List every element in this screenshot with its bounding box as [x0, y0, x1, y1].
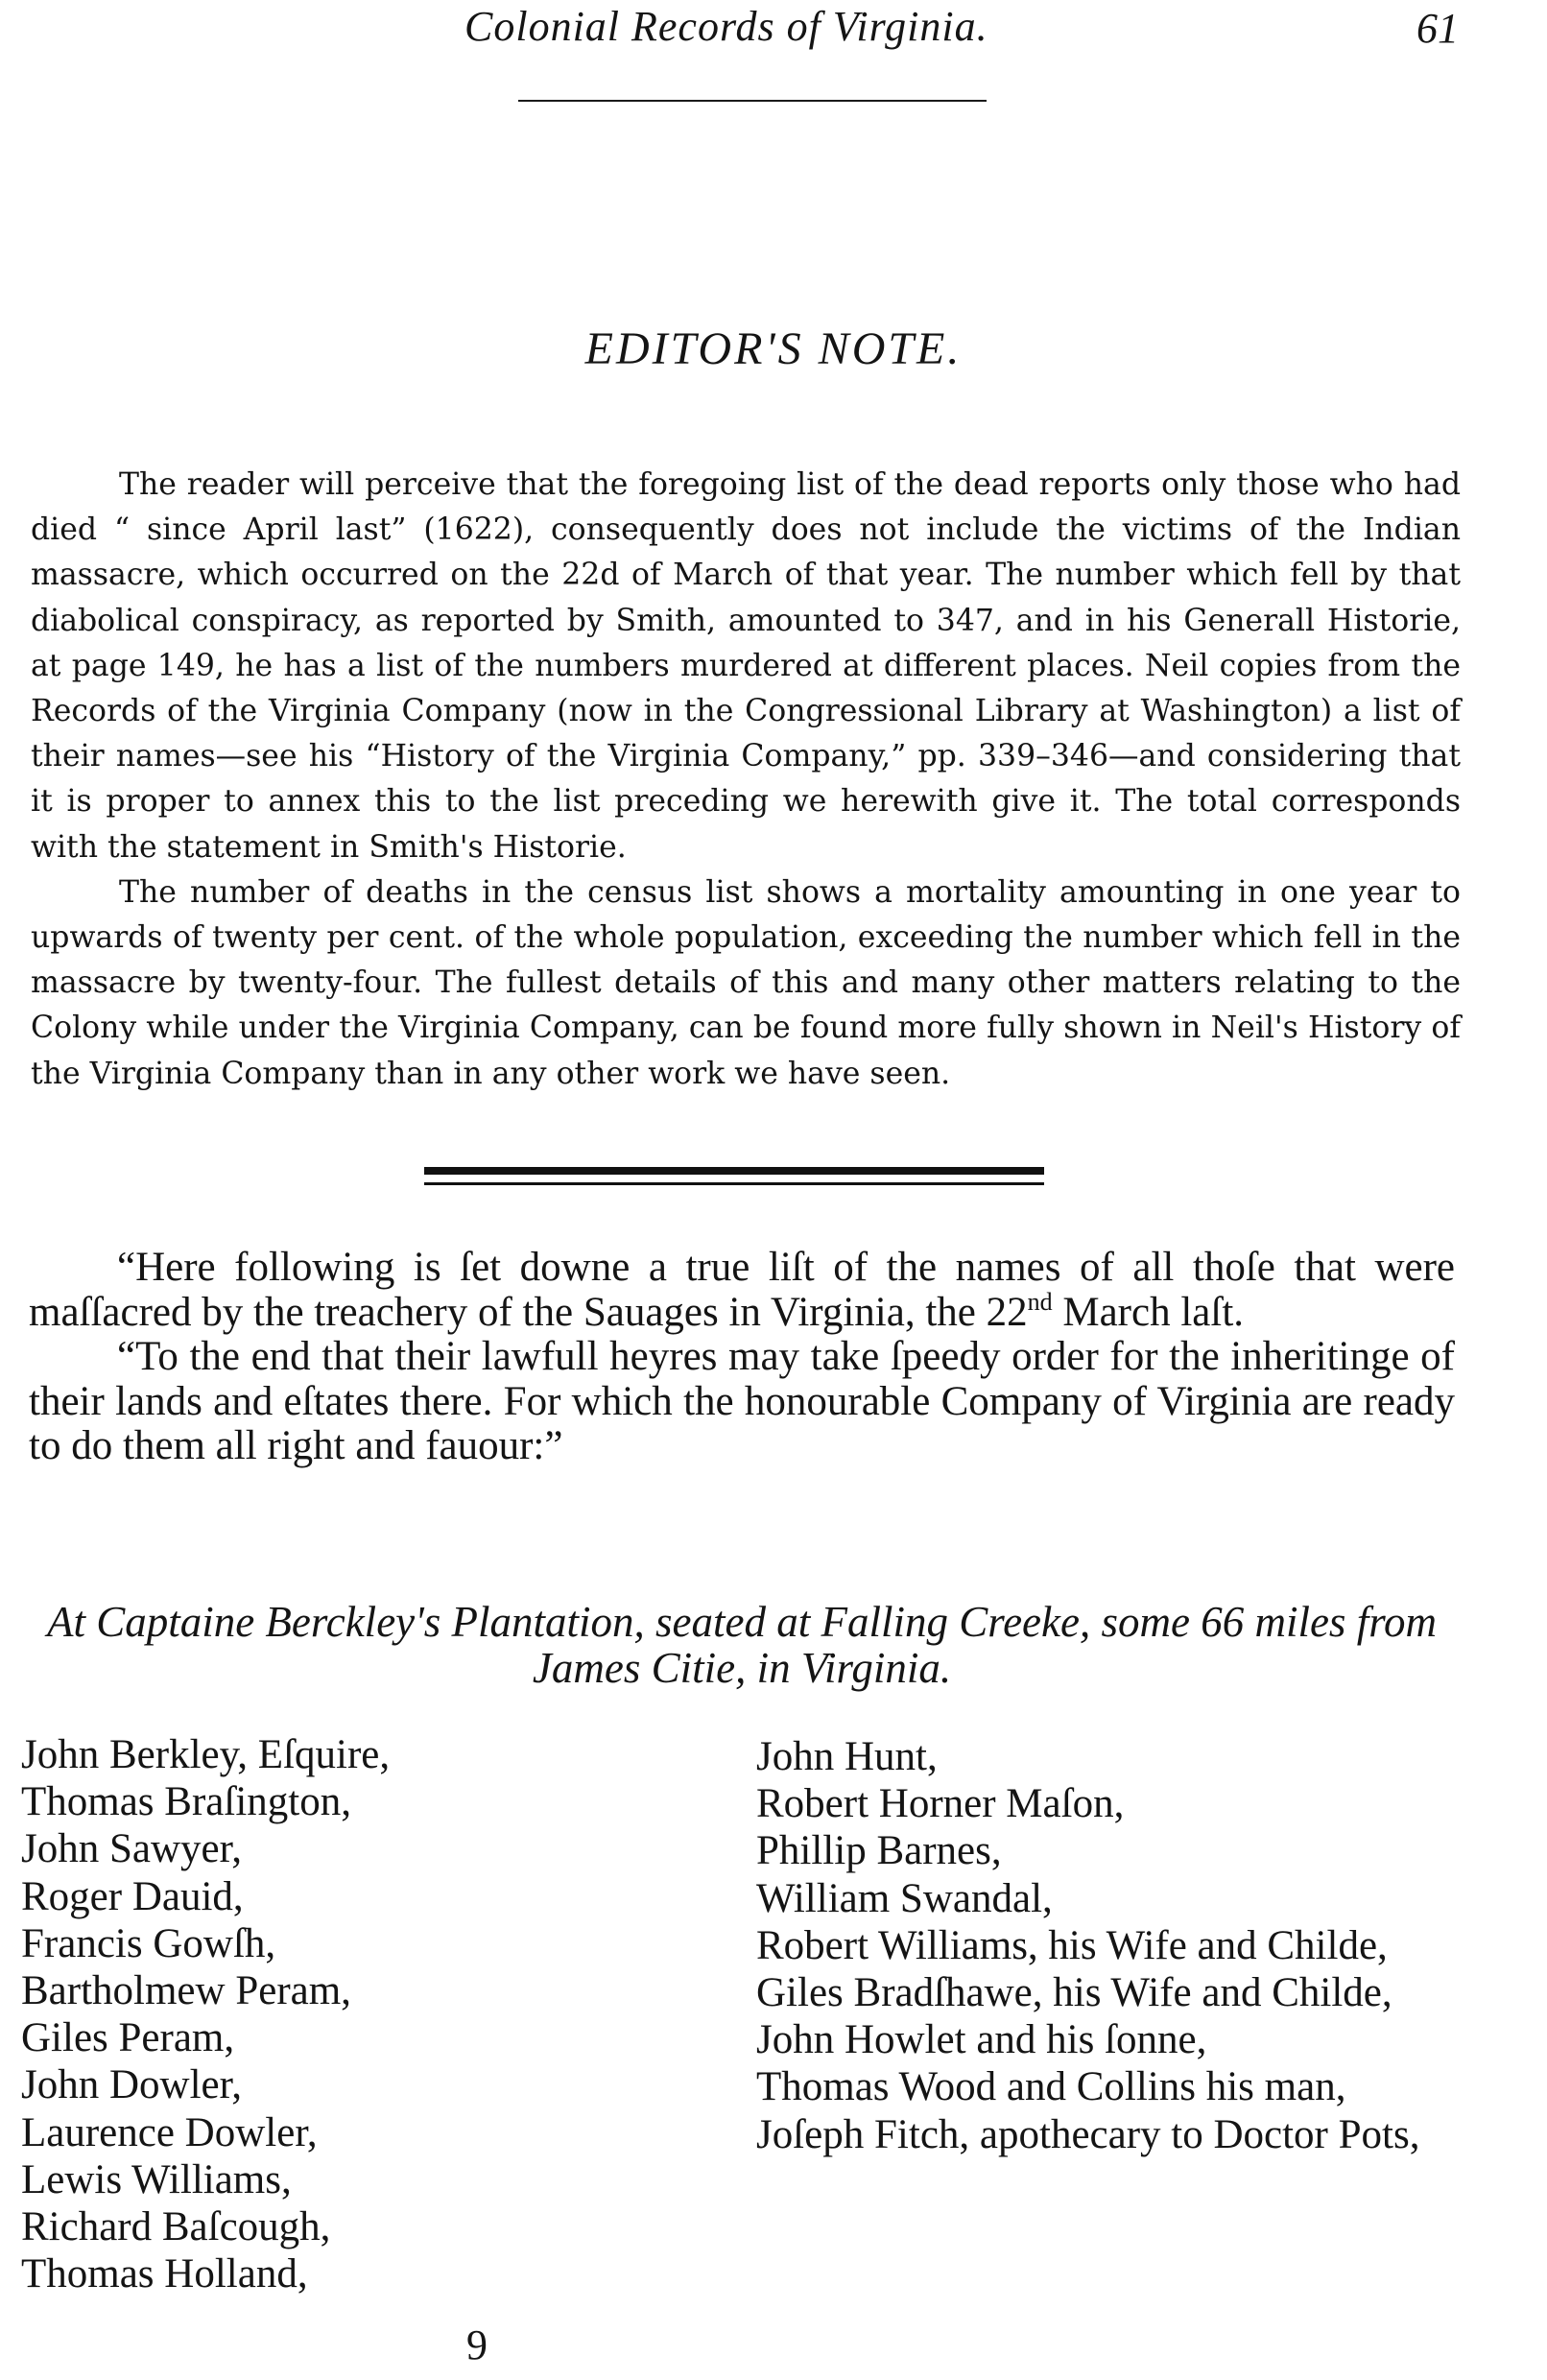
- list-item: John Hunt,: [756, 1734, 938, 1779]
- list-item: Lewis Williams,: [21, 2156, 292, 2202]
- list-item: Joſeph Fitch, apothecary to Doctor Pots,: [756, 2111, 1420, 2157]
- list-item: Thomas Wood and Collins his man,: [756, 2064, 1346, 2110]
- divider-thick-rule: [424, 1167, 1044, 1175]
- list-item: Giles Bradſhawe, his Wife and Childe,: [756, 1970, 1392, 2016]
- list-item: John Berkley, Eſquire,: [21, 1732, 391, 1777]
- proclamation-text-part: “Here following is ſet downe a true liſt of the names of all thoſe that were maſſacred by the treachery of the Sauages in Virginia, the 22: [29, 1245, 1455, 1335]
- editors-note-paragraph: The number of deaths in the census list shows a mortality amounting in one year to upwards of twenty per cent. of the whole population, exceeding the number which fell in the massacre by twenty-four. The fullest details of this and many other matters relating to the Colony while under the Virginia Company, can be found more fully shown in Neil's History of the Virginia Company than in any other work we have seen.: [31, 874, 1461, 1091]
- running-header: [0, 0, 1547, 67]
- list-item: Bartholmew Peram,: [21, 1968, 351, 2014]
- running-title: Colonial Records of Virginia.: [464, 3, 988, 50]
- ordinal-suffix: nd: [1027, 1287, 1053, 1316]
- divider-thin-rule: [424, 1182, 1044, 1185]
- proclamation-text-part: March laſt.: [1052, 1289, 1245, 1335]
- editors-note-heading: EDITOR'S NOTE.: [584, 323, 963, 374]
- editors-note-paragraph: The reader will perceive that the foregoing list of the dead reports only those who had died “ since April last” (1622), consequently does not include the victims of the Indian massacre, which occurred on the 22d of March of that year. The number which fell by that diabolical conspiracy, as reported by Smith, amounted to 347, and in his Generall Historie, at page 149, he has a list of the numbers murdered at different places. Neil copies from the Records of the Virginia Company (now in the Congressional Library at Washington) a list of their names—see his “History of the Virginia Company,” pp. 339–346—and considering that it is proper to annex this to the list preceding we herewith give it. The total corresponds with the statement in Smith's Historie.: [31, 467, 1461, 865]
- signature-mark: 9: [466, 2321, 488, 2368]
- list-item: John Dowler,: [21, 2062, 242, 2108]
- list-item: Robert Williams, his Wife and Childe,: [756, 1922, 1388, 1968]
- list-item: Thomas Braſington,: [21, 1779, 351, 1825]
- names-list-left: [21, 1731, 693, 2297]
- proclamation-paragraph: “To the end that their lawfull heyres may take ſpeedy order for the inheritinge of their lands and eſtates there. For which the honourable Company of Virginia are ready to do them all right and fauour:”: [29, 1334, 1455, 1468]
- list-item: John Sawyer,: [21, 1826, 242, 1872]
- list-item: Richard Baſcough,: [21, 2204, 331, 2250]
- list-item: Robert Horner Maſon,: [756, 1781, 1125, 1827]
- section-divider: [424, 1167, 1044, 1188]
- list-item: William Swandal,: [756, 1875, 1053, 1921]
- page-number: 61: [1416, 5, 1459, 52]
- list-item: Phillip Barnes,: [756, 1828, 1002, 1874]
- header-rule: [518, 100, 987, 102]
- proclamation-text: [29, 1246, 1455, 1469]
- list-item: John Howlet and his ſonne,: [756, 2017, 1207, 2063]
- names-list-right: [756, 1733, 1453, 2158]
- proclamation-paragraph: [29, 1246, 1455, 1335]
- list-item: Giles Peram,: [21, 2015, 235, 2061]
- list-item: Thomas Holland,: [21, 2251, 308, 2297]
- editors-note-body: [31, 463, 1461, 1097]
- plantation-heading: At Captaine Berckley's Plantation, seated at Falling Creeke, some 66 miles from James Citie, in Virginia.: [46, 1598, 1438, 1692]
- list-item: Laurence Dowler,: [21, 2109, 318, 2155]
- list-item: Francis Gowſh,: [21, 1920, 276, 1966]
- list-item: Roger Dauid,: [21, 1873, 244, 1919]
